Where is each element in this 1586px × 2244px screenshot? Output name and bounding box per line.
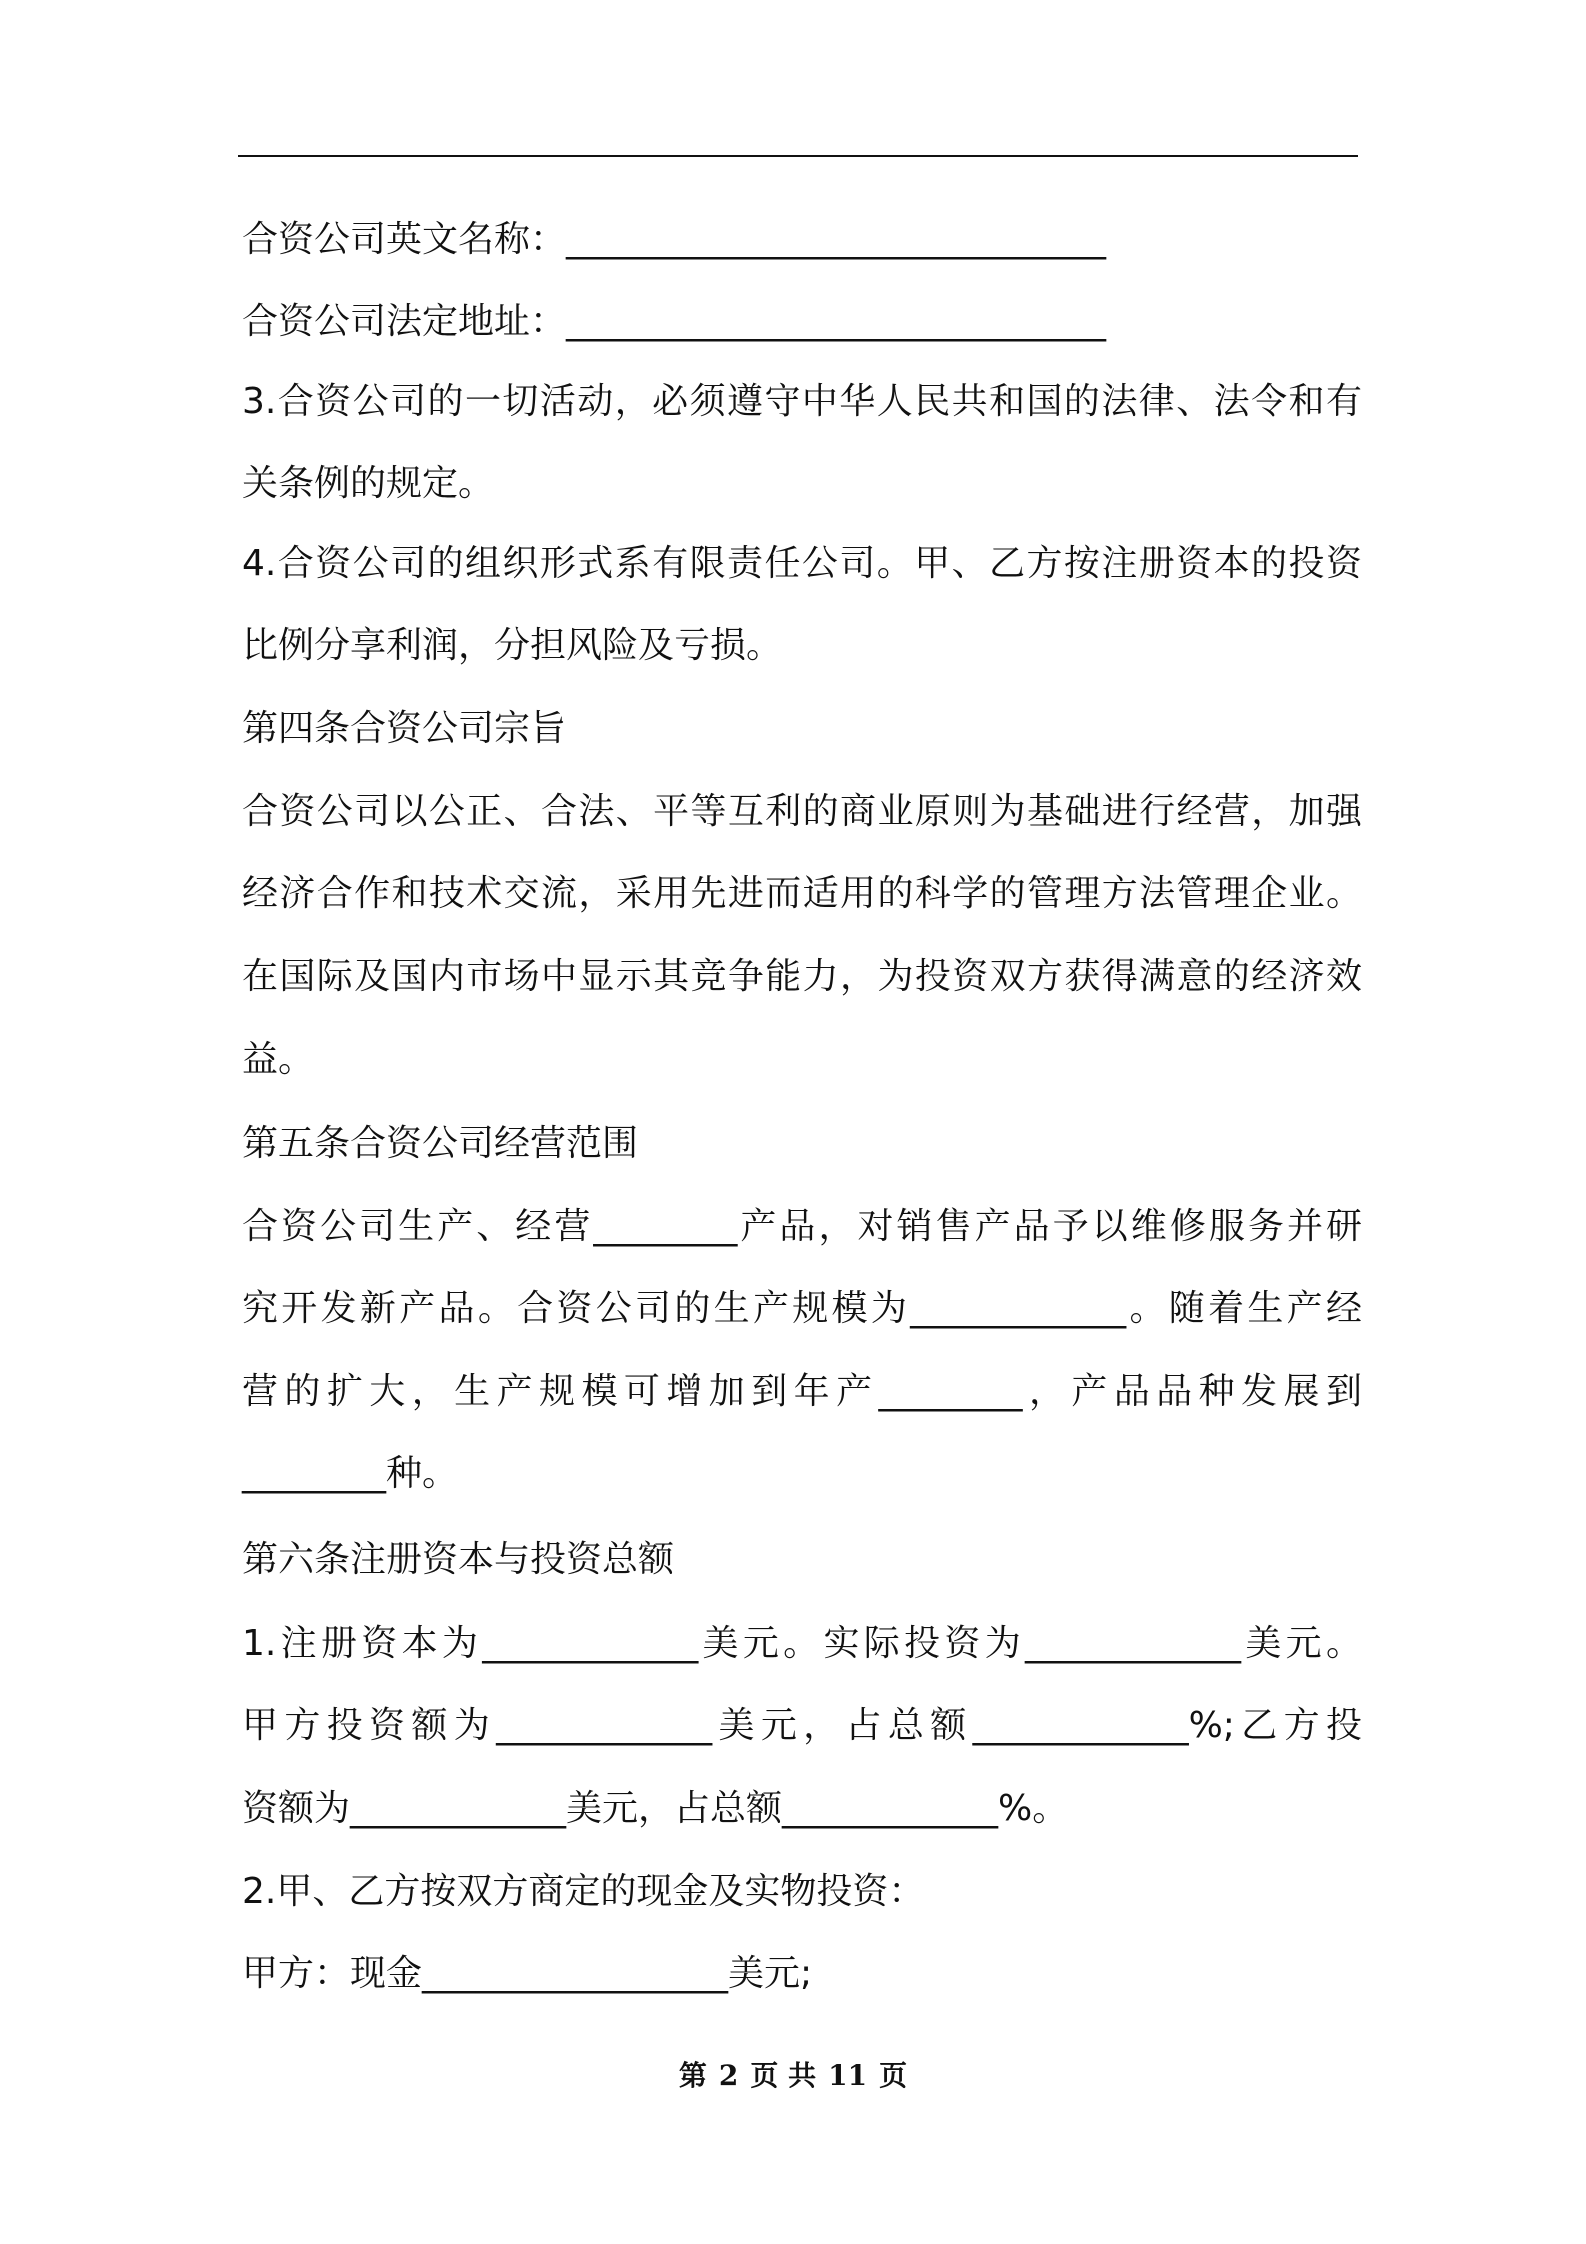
article-4-line-1: 合资公司以公正、合法、平等互利的商业原则为基础进行经营，加强 [242, 791, 1362, 832]
footer-middle: 页 共 [750, 2059, 817, 2092]
article-4-line-2: 经济合作和技术交流，采用先进而适用的科学的管理方法管理企业。 [242, 873, 1362, 914]
article-4-heading: 第四条合资公司宗旨 [242, 708, 567, 749]
article-5-heading: 第五条合资公司经营范围 [242, 1123, 639, 1164]
article-5-line-3: 营的扩大，生产规模可增加到年产________，产品品种发展到 [242, 1371, 1362, 1412]
article-5-line-2: 究开发新产品。合资公司的生产规模为____________。随着生产经 [242, 1288, 1362, 1329]
clause-3-line-2: 关条例的规定。 [242, 463, 495, 504]
header-rule [238, 155, 1358, 157]
page-footer [0, 2058, 1586, 2094]
footer-prefix: 第 [678, 2059, 707, 2092]
article-5-line-1: 合资公司生产、经营________产品，对销售产品予以维修服务并研 [242, 1206, 1362, 1247]
article-6-clause-2: 2.甲、乙方按双方商定的现金及实物投资： [242, 1871, 925, 1912]
legal-address-line: 合资公司法定地址：______________________________ [242, 301, 1107, 342]
article-6-line-1: 1.注册资本为____________美元。实际投资为____________美元。 [242, 1623, 1362, 1664]
article-4-line-3: 在国际及国内市场中显示其竞争能力，为投资双方获得满意的经济效 [242, 956, 1362, 997]
clause-4-line-2: 比例分享利润，分担风险及亏损。 [242, 625, 783, 666]
party-a-cash-line: 甲方：现金_________________美元; [242, 1953, 813, 1994]
article-4-line-4: 益。 [242, 1039, 315, 1080]
footer-total-pages: 11 [828, 2059, 868, 2092]
article-6-line-2: 甲方投资额为____________美元，占总额____________%;乙方投 [242, 1705, 1362, 1746]
footer-current-page: 2 [718, 2059, 739, 2092]
footer-suffix: 页 [879, 2059, 908, 2092]
article-6-heading: 第六条注册资本与投资总额 [242, 1539, 675, 1580]
clause-3-line-1: 3.合资公司的一切活动，必须遵守中华人民共和国的法律、法令和有 [242, 381, 1362, 422]
article-6-line-3: 资额为____________美元，占总额____________%。 [242, 1788, 1069, 1829]
article-5-line-4: ________种。 [242, 1453, 459, 1494]
english-name-line: 合资公司英文名称：______________________________ [242, 219, 1107, 260]
clause-4-line-1: 4.合资公司的组织形式系有限责任公司。甲、乙方按注册资本的投资 [242, 543, 1362, 584]
